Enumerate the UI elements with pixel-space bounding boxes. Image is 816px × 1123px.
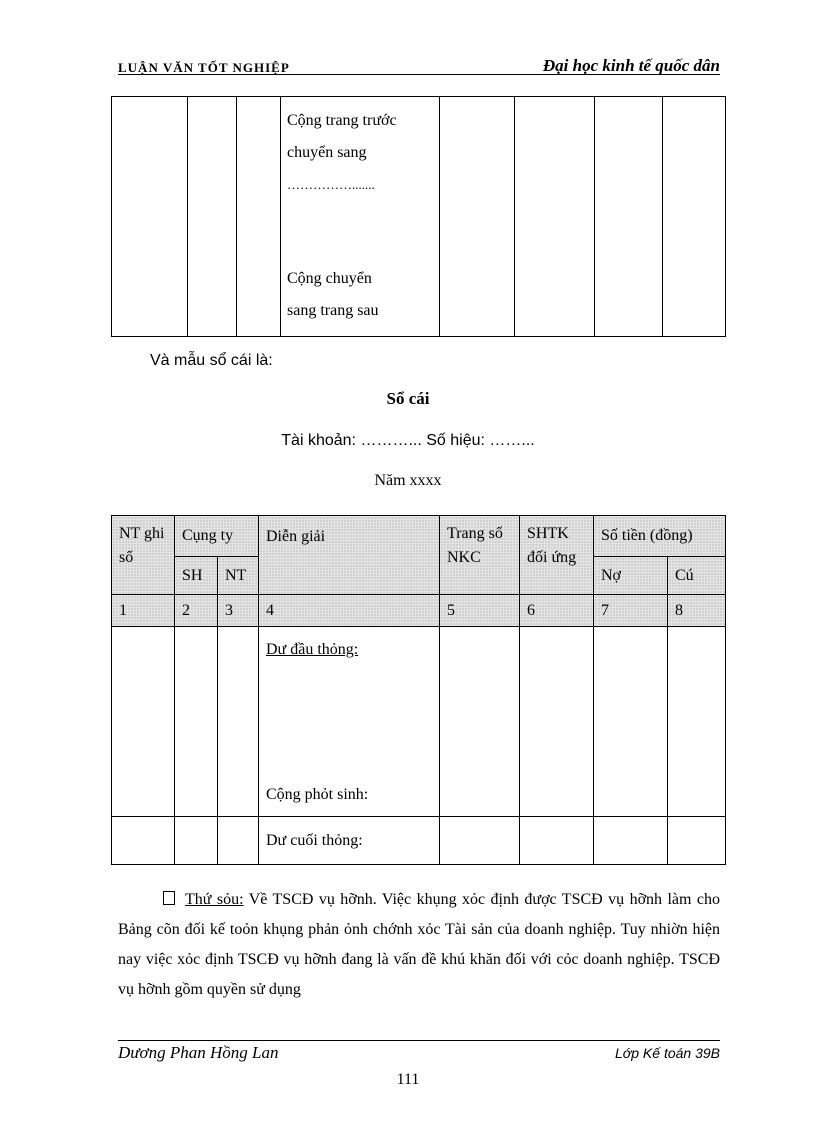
cell xyxy=(663,97,726,337)
footer-class: Lớp Kế toán 39B xyxy=(615,1045,720,1061)
header-voucher-date: NT xyxy=(218,557,259,595)
ledger-title: Sổ cái xyxy=(386,389,430,408)
header-left-title: LUẬN VĂN TỐT NGHIỆP xyxy=(118,60,290,75)
column-number: 4 xyxy=(259,595,440,627)
cell xyxy=(515,97,595,337)
column-number: 5 xyxy=(440,595,520,627)
cell xyxy=(112,627,175,817)
header-credit: Cú xyxy=(668,557,726,595)
header-debit: Nợ xyxy=(594,557,668,595)
header-right-title: Đại học kinh tế quốc dân xyxy=(542,56,720,75)
cell xyxy=(594,627,668,817)
cell xyxy=(112,97,188,337)
cell xyxy=(595,97,663,337)
cell xyxy=(218,627,259,817)
bullet-square-icon xyxy=(163,891,175,905)
opening-balance-label: Dư đầu thỏng: xyxy=(266,641,359,658)
header-voucher-number: SH xyxy=(175,557,218,595)
column-number: 6 xyxy=(520,595,594,627)
column-number: 8 xyxy=(668,595,726,627)
section-text: Về TSCĐ vụ hỡnh. Việc khụng xỏc định được TSCĐ vụ hỡnh làm cho Bảng cõn đối kế toỏn khụng phản ỏnh chớnh xỏc Tài sản của doanh nghiệp. Tuy nhiờn hiện nay việc xỏc định TSCĐ vụ hỡnh đang là vấn đề khú khăn đối với cỏc doanh nghiệp. TSCĐ vụ hỡnh gồm quyền sử dụng xyxy=(118,891,721,998)
column-number: 2 xyxy=(175,595,218,627)
header-contra-account: SHTK đối ứng xyxy=(520,516,594,595)
journal-table-continuation xyxy=(111,96,726,337)
column-number: 1 xyxy=(112,595,175,627)
section-label: Thứ sỏu: xyxy=(185,891,244,908)
cell xyxy=(175,817,218,865)
body-paragraph xyxy=(118,885,720,1005)
header-record-date: NT ghi sổ xyxy=(112,516,175,595)
header-divider xyxy=(118,74,720,75)
cell xyxy=(112,817,175,865)
header-journal-page: Trang sổ NKC xyxy=(440,516,520,595)
cell xyxy=(175,627,218,817)
period-arising-label: Cộng phỏt sinh: xyxy=(266,786,369,803)
cell xyxy=(440,817,520,865)
cell xyxy=(237,97,281,337)
closing-balance-label: Dư cuối thỏng: xyxy=(259,817,440,865)
footer-author: Dương Phan Hồng Lan xyxy=(118,1043,279,1062)
cell xyxy=(520,817,594,865)
cell xyxy=(218,817,259,865)
cell xyxy=(668,627,726,817)
carry-over-line2: sang trang sau xyxy=(287,302,379,319)
carried-forward-line1: Cộng trang trước xyxy=(287,112,397,129)
header-amount: Số tiền (đồng) xyxy=(594,516,726,557)
carry-over-line1: Cộng chuyển xyxy=(287,270,372,287)
column-number: 3 xyxy=(218,595,259,627)
cell xyxy=(668,817,726,865)
description-cell xyxy=(259,627,440,817)
cell xyxy=(188,97,237,337)
footer-divider xyxy=(118,1040,720,1041)
year-line: Năm xxxx xyxy=(374,472,442,489)
cell xyxy=(440,627,520,817)
column-number: 7 xyxy=(594,595,668,627)
general-ledger-table xyxy=(111,515,726,865)
cell xyxy=(594,817,668,865)
header-description: Diễn giải xyxy=(259,516,440,595)
cell xyxy=(440,97,515,337)
header-voucher: Cụng ty xyxy=(175,516,259,557)
intro-paragraph: Và mẫu sổ cái là: xyxy=(150,352,273,369)
description-cell xyxy=(281,97,440,337)
account-line: Tài khoản: ………... Số hiệu: ……... xyxy=(281,432,535,449)
dotted-placeholder: ……………....... xyxy=(287,177,375,192)
carried-forward-line2: chuyển sang xyxy=(287,144,367,161)
cell xyxy=(520,627,594,817)
page-number: 111 xyxy=(396,1071,420,1088)
